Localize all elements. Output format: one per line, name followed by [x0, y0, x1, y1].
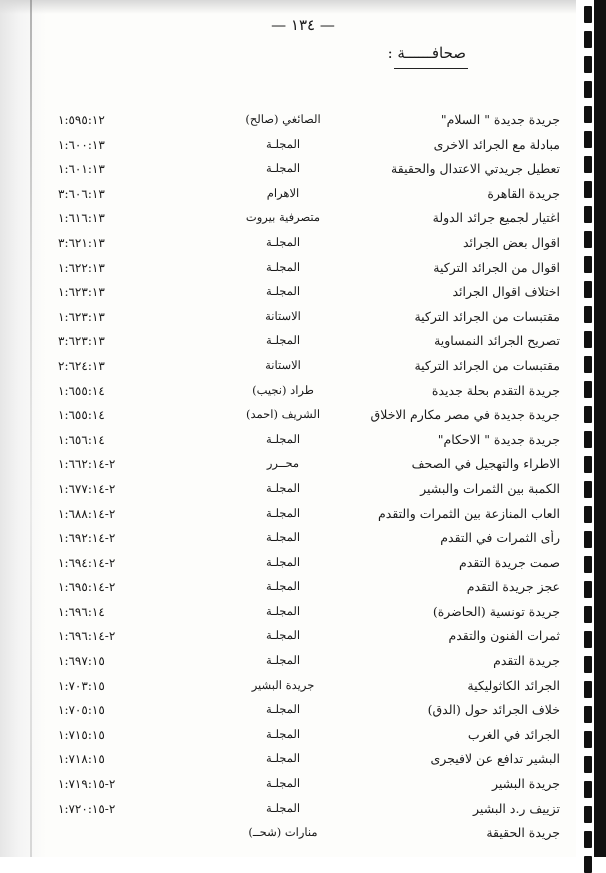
entry-title: مقتبسات من الجرائد التركية — [414, 308, 560, 324]
entry-source: المجلـة — [265, 579, 301, 594]
index-entry — [40, 161, 560, 186]
film-perforation — [584, 106, 592, 123]
film-perforation — [584, 831, 592, 848]
index-entry — [40, 456, 560, 481]
entry-source: المجلـة — [265, 136, 301, 151]
index-entry — [40, 432, 560, 457]
entry-reference: ٢-١:٦٦٢:١٤ — [58, 457, 116, 472]
film-perforation — [584, 756, 592, 773]
entry-source: المجلـة — [265, 333, 301, 348]
index-entry — [40, 235, 560, 260]
index-entry — [40, 801, 560, 826]
entry-source: الشريف (احمد) — [245, 407, 321, 422]
film-perforation — [584, 781, 592, 798]
index-entry — [40, 579, 560, 604]
entry-source: المجلـة — [265, 628, 301, 643]
index-entry — [40, 825, 560, 850]
entry-source: المجلـة — [265, 259, 301, 274]
entry-title: عجز جريدة التقدم — [466, 579, 560, 595]
entry-reference: ١:٧٠٥:١٥ — [58, 703, 105, 718]
film-perforation — [584, 56, 592, 73]
section-heading-underline — [394, 68, 468, 69]
index-entry — [40, 186, 560, 211]
entry-title: اغتيار لجميع جرائد الدولة — [432, 210, 560, 226]
entry-reference: ١:٥٩٥:١٢ — [58, 113, 105, 127]
film-perforation — [584, 531, 592, 548]
film-perforation — [584, 506, 592, 523]
entry-reference: ١:٧٠٣:١٥ — [58, 678, 105, 693]
film-perforation — [584, 156, 592, 173]
entry-reference: ١:٦٥٥:١٤ — [58, 408, 105, 423]
film-perforation — [584, 606, 592, 623]
entry-reference: ٢-١:٧١٩:١٥ — [58, 777, 116, 792]
film-perforation — [584, 131, 592, 148]
entry-source: المجلـة — [265, 530, 301, 545]
entry-source: محــرر — [266, 456, 300, 471]
index-entry — [40, 555, 560, 580]
index-entry — [40, 506, 560, 531]
film-perforation — [584, 331, 592, 348]
entry-title: خلاف الجرائد حول (الدق) — [427, 702, 560, 718]
entry-title: تعطيل جريدتي الاعتدال والحقيقة — [391, 161, 560, 177]
film-perforation — [584, 81, 592, 98]
entry-title: الاطراء والتهجيل في الصحف — [411, 456, 560, 472]
film-perforation — [584, 556, 592, 573]
entry-reference: ١:٦٠٠:١٣ — [58, 137, 105, 152]
film-strip-border — [576, 0, 606, 857]
entry-reference: ١:٦٢٣:١٣ — [58, 309, 105, 324]
entry-title: جريدة جديدة " الاحكام" — [437, 431, 560, 447]
index-entry — [40, 137, 560, 162]
entry-reference: ١:٦٢٣:١٣ — [58, 285, 105, 300]
entry-source: المجلـة — [265, 702, 301, 717]
index-entry — [40, 604, 560, 629]
entry-reference: ٢:٦٢٤:١٣ — [58, 358, 105, 373]
entry-source: المجلـة — [265, 480, 301, 495]
film-perforation — [584, 731, 592, 748]
entry-source: الاهرام — [266, 185, 300, 200]
film-perforation — [584, 706, 592, 723]
page-top-shadow — [0, 0, 606, 14]
entry-reference: ١:٦٩٦:١٤ — [58, 604, 105, 619]
entry-reference: ٢-١:٧٢٠:١٥ — [58, 801, 116, 816]
entry-reference: ٢-١:٦٨٨:١٤ — [58, 506, 116, 521]
entry-source: المجلـة — [265, 751, 301, 766]
index-entry — [40, 776, 560, 801]
binding-fold-line — [30, 0, 32, 857]
entry-title: اقوال بعض الجرائد — [463, 234, 560, 250]
entry-title: جريدة تونسية (الحاضرة) — [432, 603, 560, 619]
entry-title: رأى الثمرات في التقدم — [440, 530, 560, 546]
entry-title: البشير تدافع عن لافيجرى — [430, 751, 560, 767]
index-entry — [40, 112, 560, 137]
entry-reference: ١:٦٢٢:١٣ — [58, 260, 105, 275]
film-perforation — [584, 306, 592, 323]
index-entries — [40, 112, 560, 850]
entry-source: المجلـة — [265, 431, 301, 446]
index-entry — [40, 210, 560, 235]
entry-title: العاب المنازعة بين الثمرات والتقدم — [378, 505, 560, 521]
entry-title: جريدة القاهرة — [487, 185, 560, 201]
film-perforation — [584, 481, 592, 498]
entry-title: اقوال من الجرائد التركية — [433, 259, 560, 275]
index-entry — [40, 653, 560, 678]
section-heading: صحافــــــة : — [387, 44, 466, 62]
entry-title: جريدة جديدة في مصر مكارم الاخلاق — [370, 407, 560, 423]
entry-reference: ١:٦١٦:١٣ — [58, 211, 105, 226]
entry-title: مقتبسات من الجرائد التركية — [414, 357, 560, 373]
entry-title: اختلاف اقوال الجرائد — [452, 284, 560, 300]
entry-source: المجلـة — [265, 776, 301, 791]
index-entry — [40, 383, 560, 408]
entry-source: الاستانة — [265, 357, 301, 372]
entry-source: جريدة البشير — [251, 677, 315, 692]
entry-source: المجلـة — [265, 800, 301, 815]
index-entry — [40, 481, 560, 506]
film-strip-bar — [594, 0, 606, 857]
film-perforation — [584, 206, 592, 223]
film-perforation — [584, 631, 592, 648]
entry-title: جريدة التقدم بحلة جديدة — [431, 382, 560, 398]
entry-reference: ٣:٦٢١:١٣ — [58, 235, 105, 250]
entry-reference: ١:٦٩٧:١٥ — [58, 654, 105, 669]
entry-title: تصريح الجرائد النمساوية — [434, 333, 560, 349]
film-perforation — [584, 431, 592, 448]
entry-reference: ١:٦٥٦:١٤ — [58, 432, 105, 447]
entry-source: المجلـة — [265, 284, 301, 299]
index-entry — [40, 260, 560, 285]
entry-title: الجرائد الكاثوليكية — [467, 677, 560, 693]
entry-reference: ٢-١:٦٩٦:١٤ — [58, 629, 116, 644]
entry-title: جريدة جديدة " السلام" — [440, 112, 560, 127]
index-entry — [40, 407, 560, 432]
entry-title: صمت جريدة التقدم — [459, 554, 560, 570]
entry-reference: ١:٧١٨:١٥ — [58, 752, 105, 767]
entry-reference: ٢-١:٦٧٧:١٤ — [58, 481, 116, 496]
film-perforation — [584, 356, 592, 373]
entry-reference: ٢-١:٦٩٤:١٤ — [58, 555, 116, 570]
film-perforation — [584, 406, 592, 423]
index-entry — [40, 309, 560, 334]
film-perforation — [584, 806, 592, 823]
entry-reference: ٣:٦٢٣:١٣ — [58, 334, 105, 349]
film-perforation — [584, 381, 592, 398]
entry-reference: ١:٦٥٥:١٤ — [58, 383, 105, 398]
entry-title: الكمبة بين الثمرات والبشير — [420, 480, 560, 496]
index-entry — [40, 358, 560, 383]
entry-source: المجلـة — [265, 161, 301, 176]
entry-source: منارات (شحــ) — [248, 825, 318, 840]
entry-source: المجلـة — [265, 554, 301, 569]
film-perforation — [584, 456, 592, 473]
entry-source: المجلـة — [265, 234, 301, 249]
entry-source: المجلـة — [265, 726, 301, 741]
entry-source: متصرفية بيروت — [245, 210, 321, 225]
index-entry — [40, 333, 560, 358]
entry-title: مبادلة مع الجرائد الاخرى — [433, 136, 560, 152]
index-entry — [40, 751, 560, 776]
entry-reference: ٢-١:٦٩٢:١٤ — [58, 531, 116, 546]
entry-title: جريدة التقدم — [493, 653, 560, 669]
index-entry — [40, 628, 560, 653]
entry-source: المجلـة — [265, 603, 301, 618]
index-entry — [40, 678, 560, 703]
entry-title: جريدة الحقيقة — [486, 825, 560, 841]
index-entry — [40, 702, 560, 727]
entry-reference: ٢-١:٦٩٥:١٤ — [58, 580, 116, 595]
index-entry — [40, 530, 560, 555]
film-perforation — [584, 581, 592, 598]
film-perforation — [584, 181, 592, 198]
film-perforation — [584, 856, 592, 873]
entry-reference: ١:٦٠١:١٣ — [58, 162, 105, 177]
entry-source: المجلـة — [265, 505, 301, 520]
entry-reference: ١:٧١٥:١٥ — [58, 727, 105, 742]
entry-source: الاستانة — [265, 308, 301, 323]
film-perforation — [584, 256, 592, 273]
film-perforation — [584, 281, 592, 298]
entry-source: الصائغي (صالح) — [245, 112, 321, 126]
index-entry — [40, 284, 560, 309]
film-perforation — [584, 231, 592, 248]
entry-source: المجلـة — [265, 653, 301, 668]
film-perforation — [584, 656, 592, 673]
film-perforation — [584, 681, 592, 698]
index-entry — [40, 727, 560, 752]
entry-title: تزييف ر.د البشير — [473, 800, 560, 816]
entry-title: جريدة البشير — [491, 776, 560, 792]
page-number: — ١٣٤ — — [271, 16, 335, 34]
entry-reference: ٣:٦٠٦:١٣ — [58, 186, 105, 201]
entry-source: طراد (نجيب) — [252, 382, 314, 397]
entry-title: الجرائد في الغرب — [467, 726, 560, 742]
entry-title: ثمرات الفنون والتقدم — [448, 628, 560, 644]
